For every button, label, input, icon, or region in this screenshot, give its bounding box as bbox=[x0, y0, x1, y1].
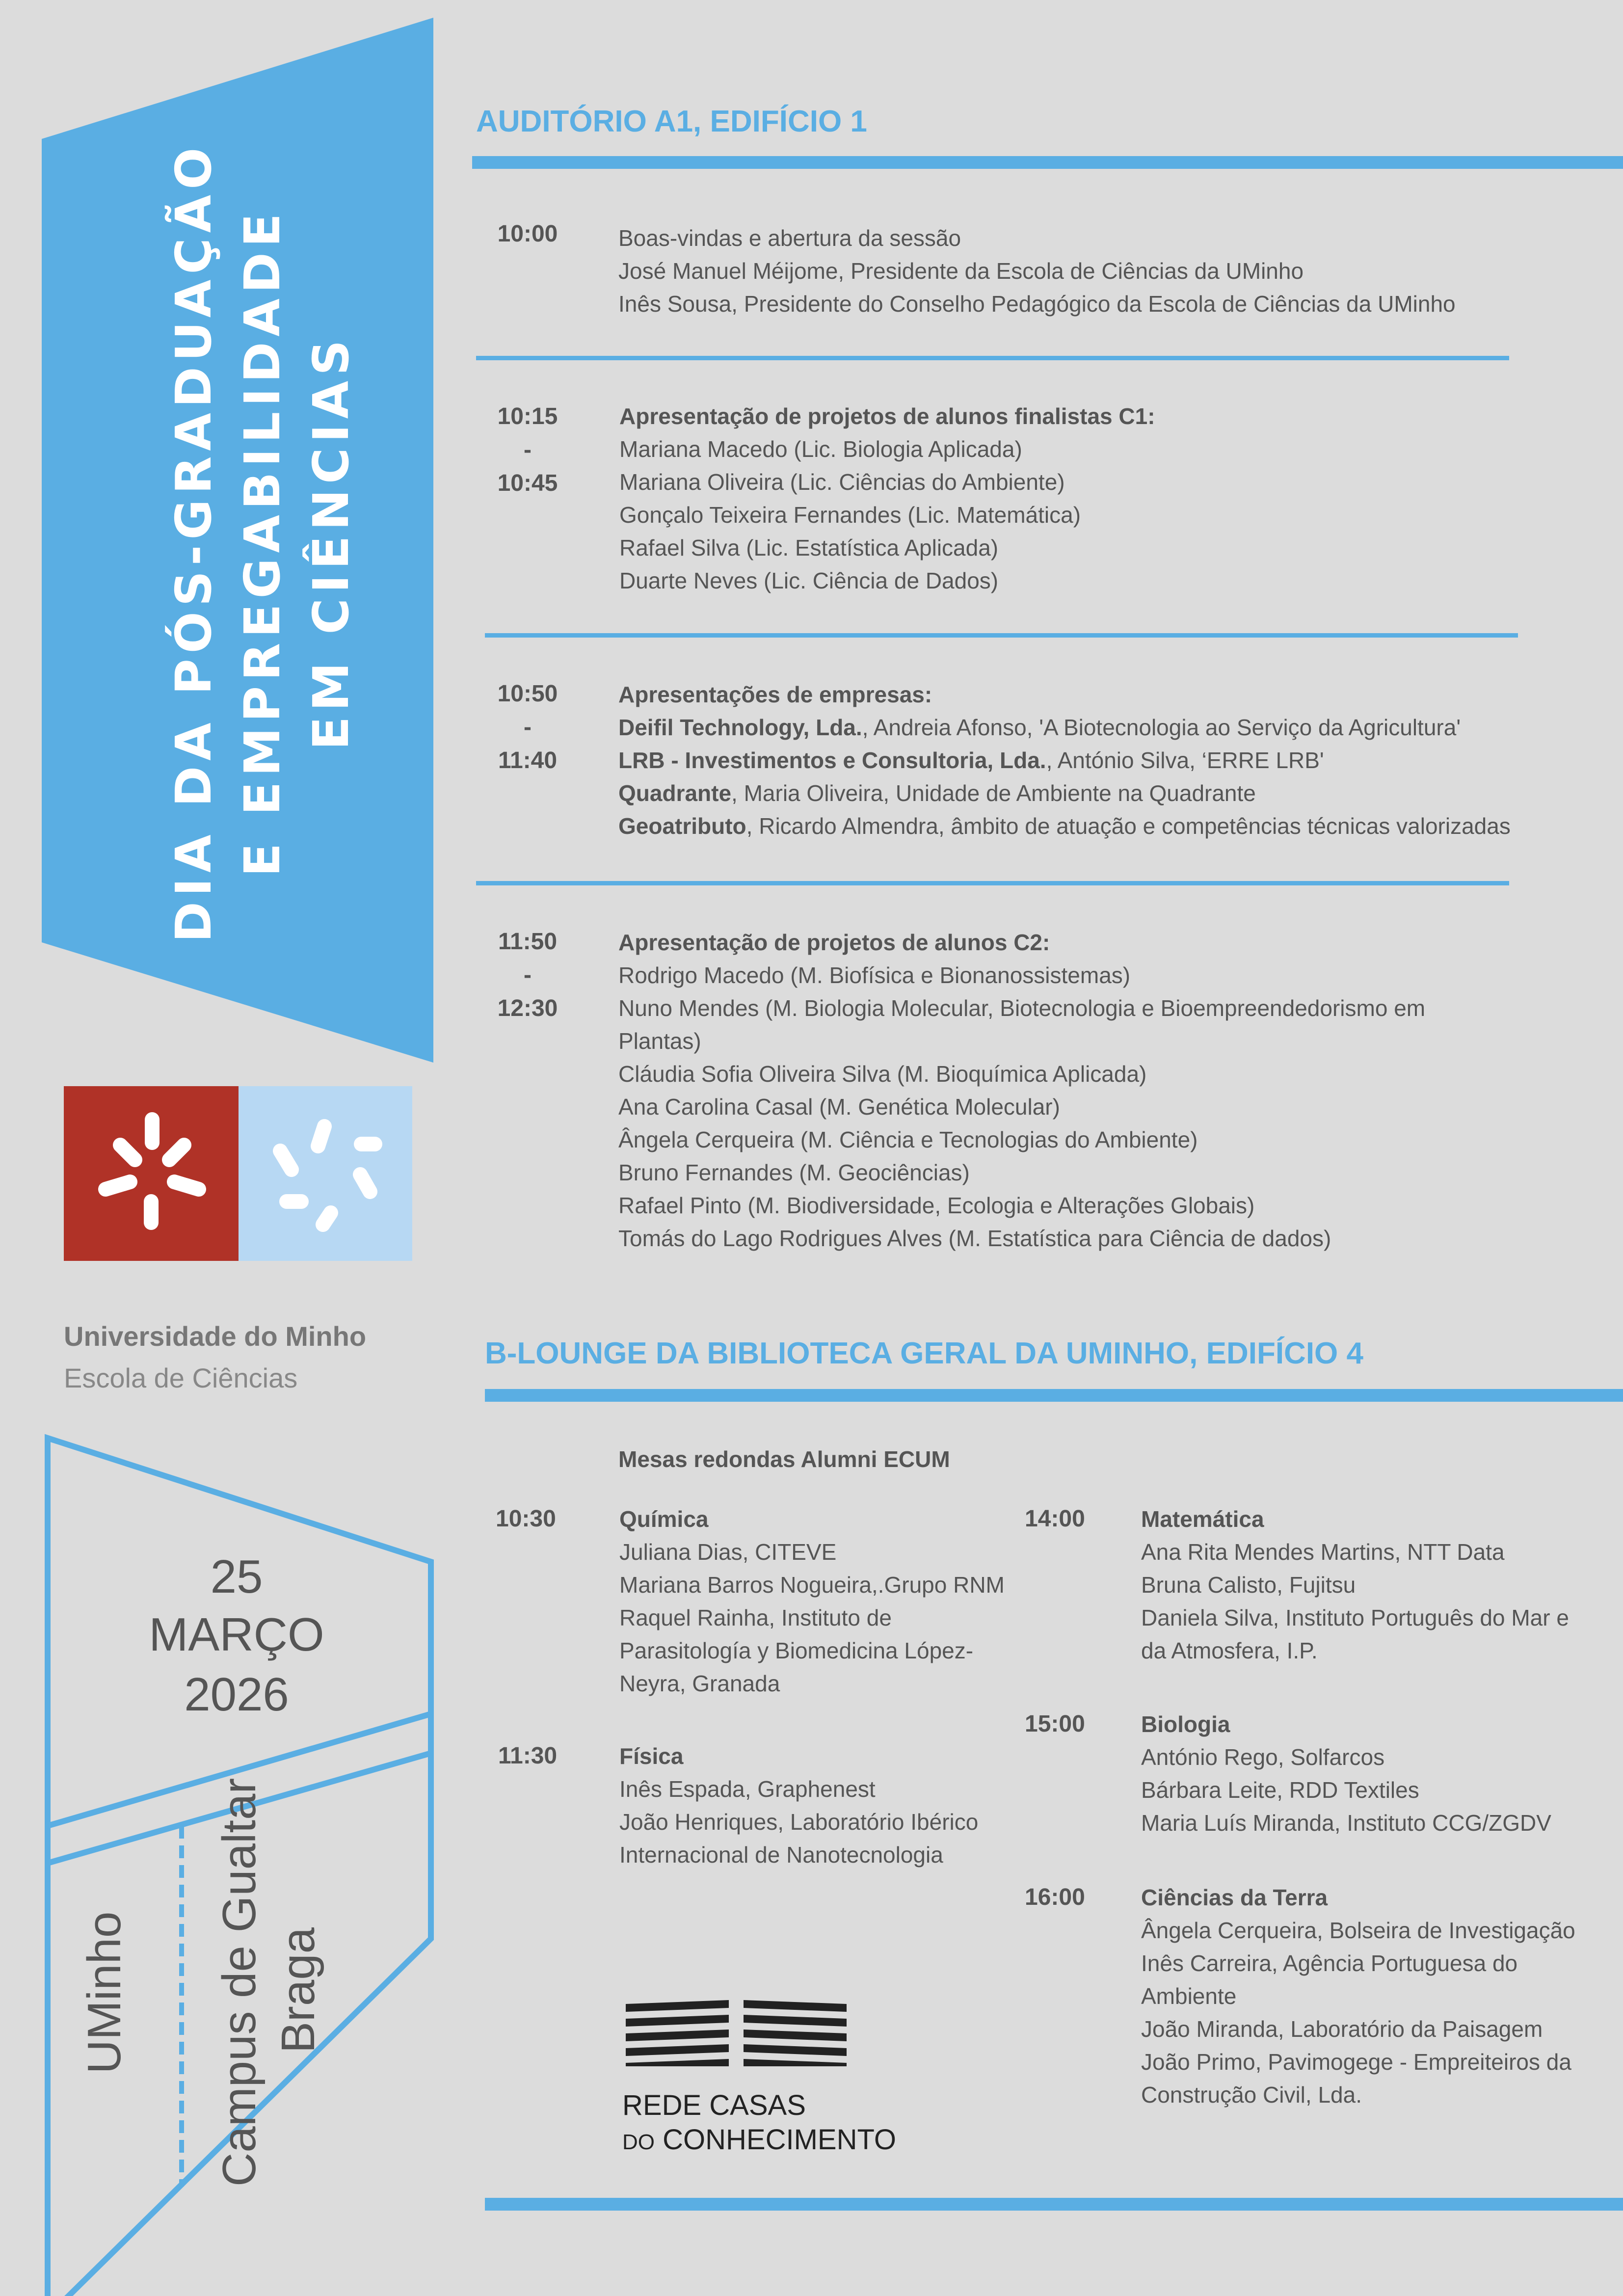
company-line bbox=[618, 777, 1511, 810]
session-1-time-start: 10:00 bbox=[497, 221, 558, 247]
session-1-line: Boas-vindas e abertura da sessão bbox=[618, 225, 961, 251]
rede-casas-do: DO bbox=[622, 2130, 655, 2154]
roundtable-line: Ana Rita Mendes Martins, NTT Data bbox=[1141, 1539, 1505, 1565]
bottom-bar bbox=[485, 2198, 1623, 2211]
roundtable-line: Daniela Silva, Instituto Português do Mar e bbox=[1141, 1605, 1569, 1630]
roundtable-time: 16:00 bbox=[1025, 1884, 1085, 1910]
roundtable-ciencias-terra bbox=[1141, 1881, 1578, 2111]
session-2-time-start: 10:15 bbox=[497, 403, 558, 429]
company-name: LRB - Investimentos e Consultoria, Lda. bbox=[618, 748, 1046, 773]
roundtable-line: Ambiente bbox=[1141, 1983, 1237, 2009]
university-name: Universidade do Minho bbox=[64, 1321, 367, 1352]
location-institution: UMinho bbox=[78, 1911, 131, 2074]
session-4-heading: Apresentação de projetos de alunos C2: bbox=[618, 930, 1050, 955]
roundtable-line: Raquel Rainha, Instituto de bbox=[619, 1605, 892, 1630]
session-2-line: Mariana Macedo (Lic. Biologia Aplicada) bbox=[619, 436, 1022, 462]
date-year: 2026 bbox=[184, 1668, 289, 1721]
section-bar-blounge bbox=[485, 1389, 1623, 1402]
location-campus: Campus de Gualtar bbox=[213, 1778, 266, 2187]
session-4-time-start: 11:50 bbox=[498, 929, 558, 955]
roundtable-heading: Física bbox=[619, 1743, 684, 1769]
company-line bbox=[618, 744, 1511, 777]
roundtable-line: Ângela Cerqueira, Bolseira de Investigação bbox=[1141, 1918, 1575, 1943]
session-2-line: Duarte Neves (Lic. Ciência de Dados) bbox=[619, 568, 999, 593]
roundtable-biologia bbox=[1141, 1708, 1578, 1840]
roundtable-line: Inês Espada, Graphenest bbox=[619, 1776, 876, 1802]
roundtable-heading: Matemática bbox=[1141, 1506, 1264, 1532]
session-4-time bbox=[486, 925, 569, 1025]
session-2-content bbox=[619, 400, 1155, 597]
session-3-heading: Apresentações de empresas: bbox=[618, 682, 932, 707]
company-detail: , Andreia Afonso, 'A Biotecnologia ao Serviço da Agricultura' bbox=[862, 715, 1461, 740]
roundtable-matematica bbox=[1141, 1503, 1578, 1667]
logo-blue-square bbox=[239, 1086, 412, 1261]
session-4-line: Bruno Fernandes (M. Geociências) bbox=[618, 1160, 970, 1185]
title-banner bbox=[0, 0, 442, 1080]
roundtable-line: Parasitología y Biomedicina López- bbox=[619, 1638, 974, 1663]
event-title bbox=[160, 125, 366, 960]
roundtable-line: Juliana Dias, CITEVE bbox=[619, 1539, 837, 1565]
roundtable-time: 10:30 bbox=[496, 1506, 556, 1532]
roundtable-line: Bruna Calisto, Fujitsu bbox=[1141, 1572, 1356, 1598]
logo-star-icon bbox=[64, 1086, 239, 1261]
session-4-line: Plantas) bbox=[618, 1028, 701, 1054]
session-3-time-sep: - bbox=[524, 714, 532, 740]
roundtable-quimica bbox=[619, 1503, 1056, 1700]
separator bbox=[476, 881, 1509, 885]
rede-casas-conhecimento: CONHECIMENTO bbox=[655, 2124, 896, 2156]
location-campus-city bbox=[210, 1778, 328, 2187]
roundtable-fisica bbox=[619, 1740, 1056, 1871]
school-name: Escola de Ciências bbox=[64, 1362, 298, 1393]
roundtable-heading: Ciências da Terra bbox=[1141, 1885, 1328, 1910]
uminho-logo bbox=[64, 1086, 412, 1261]
roundtable-line: Bárbara Leite, RDD Textiles bbox=[1141, 1777, 1419, 1803]
section-title-auditorio: AUDITÓRIO A1, EDIFÍCIO 1 bbox=[476, 105, 867, 138]
date-month: MARÇO bbox=[149, 1608, 324, 1661]
stripes-logo-icon bbox=[623, 2000, 849, 2066]
event-title-line-3: EM CIÊNCIAS bbox=[302, 334, 360, 750]
session-4-line: Cláudia Sofia Oliveira Silva (M. Bioquímica Aplicada) bbox=[618, 1061, 1147, 1087]
roundtable-line: Neyra, Granada bbox=[619, 1671, 780, 1696]
company-detail: , Ricardo Almendra, âmbito de atuação e competências técnicas valorizadas bbox=[746, 813, 1511, 839]
roundtable-line: Mariana Barros Nogueira,.Grupo RNM bbox=[619, 1572, 1005, 1598]
session-4-line: Rafael Pinto (M. Biodiversidade, Ecologia e Alterações Globais) bbox=[618, 1193, 1255, 1218]
location-city: Braga bbox=[272, 1927, 324, 2054]
logo-red-square bbox=[64, 1086, 239, 1261]
session-2-time-end: 10:45 bbox=[497, 470, 558, 496]
session-4-time-end: 12:30 bbox=[497, 995, 558, 1021]
roundtable-line: João Henriques, Laboratório Ibérico bbox=[619, 1809, 979, 1835]
roundtable-time: 14:00 bbox=[1025, 1506, 1085, 1532]
session-2-line: Mariana Oliveira (Lic. Ciências do Ambiente) bbox=[619, 469, 1065, 495]
roundtable-time: 11:30 bbox=[498, 1743, 558, 1769]
company-detail: , Maria Oliveira, Unidade de Ambiente na Quadrante bbox=[731, 780, 1256, 806]
session-4-content bbox=[618, 926, 1425, 1255]
rede-casas-name bbox=[622, 2088, 896, 2160]
session-1-line: Inês Sousa, Presidente do Conselho Pedagógico da Escola de Ciências da UMinho bbox=[618, 291, 1456, 317]
separator bbox=[476, 356, 1509, 360]
company-name: Geoatributo bbox=[618, 813, 746, 839]
session-3-time-start: 10:50 bbox=[497, 681, 558, 707]
session-4-line: Rodrigo Macedo (M. Biofísica e Bionanossistemas) bbox=[618, 962, 1131, 988]
roundtable-time: 15:00 bbox=[1025, 1711, 1085, 1737]
event-title-line-2: E EMPREGABILIDADE bbox=[234, 208, 291, 877]
rede-casas-line-1: REDE CASAS bbox=[622, 2089, 806, 2121]
separator bbox=[485, 633, 1518, 638]
section-bar-auditorio bbox=[472, 156, 1623, 169]
session-4-line: Ana Carolina Casal (M. Genética Molecular) bbox=[618, 1094, 1060, 1120]
session-2-time-sep: - bbox=[524, 437, 532, 463]
roundtable-line: João Miranda, Laboratório da Paisagem bbox=[1141, 2016, 1543, 2042]
date-day: 25 bbox=[210, 1550, 263, 1603]
roundtable-line: João Primo, Pavimogege - Empreiteiros da bbox=[1141, 2049, 1571, 2075]
session-1-time bbox=[486, 217, 569, 251]
session-4-line: Tomás do Lago Rodrigues Alves (M. Estatística para Ciência de dados) bbox=[618, 1226, 1331, 1251]
roundtables-subtitle: Mesas redondas Alumni ECUM bbox=[618, 1446, 950, 1472]
rede-casas-line-2 bbox=[622, 2123, 896, 2160]
session-2-line: Gonçalo Teixeira Fernandes (Lic. Matemática) bbox=[619, 502, 1081, 528]
session-3-content bbox=[618, 678, 1511, 843]
session-2-time bbox=[486, 400, 569, 500]
roundtable-line: Inês Carreira, Agência Portuguesa do bbox=[1141, 1950, 1518, 1976]
roundtable-line: da Atmosfera, I.P. bbox=[1141, 1638, 1318, 1663]
roundtable-line: Construção Civil, Lda. bbox=[1141, 2082, 1362, 2108]
event-title-line-1: DIA DA PÓS-GRADUAÇÃO bbox=[165, 142, 222, 943]
session-3-time bbox=[486, 677, 569, 777]
rede-casas-logo-mark bbox=[623, 2000, 849, 2066]
session-2-heading: Apresentação de projetos de alunos finalistas C1: bbox=[619, 403, 1155, 429]
section-title-blounge: B-LOUNGE DA BIBLIOTECA GERAL DA UMINHO, EDIFÍCIO 4 bbox=[485, 1336, 1363, 1370]
company-name: Deifil Technology, Lda. bbox=[618, 715, 862, 740]
session-4-line: Nuno Mendes (M. Biologia Molecular, Biotecnologia e Bioempreendedorismo em bbox=[618, 995, 1426, 1021]
roundtable-line: António Rego, Solfarcos bbox=[1141, 1744, 1385, 1770]
company-line bbox=[618, 810, 1511, 843]
session-3-time-end: 11:40 bbox=[498, 748, 558, 774]
company-line bbox=[618, 711, 1511, 744]
roundtable-heading: Biologia bbox=[1141, 1711, 1230, 1737]
session-4-line: Ângela Cerqueira (M. Ciência e Tecnologias do Ambiente) bbox=[618, 1127, 1198, 1152]
session-1-line: José Manuel Méijome, Presidente da Escola de Ciências da UMinho bbox=[618, 258, 1304, 284]
session-1-content bbox=[618, 222, 1456, 320]
roundtable-line: Internacional de Nanotecnologia bbox=[619, 1842, 943, 1868]
session-2-line: Rafael Silva (Lic. Estatística Aplicada) bbox=[619, 535, 999, 561]
session-4-time-sep: - bbox=[524, 962, 532, 988]
logo-dispersed-icon bbox=[239, 1086, 412, 1261]
company-detail: , António Silva, ‘ERRE LRB' bbox=[1046, 748, 1324, 773]
roundtable-line: Maria Luís Miranda, Instituto CCG/ZGDV bbox=[1141, 1810, 1551, 1836]
company-name: Quadrante bbox=[618, 780, 732, 806]
roundtable-heading: Química bbox=[619, 1506, 709, 1532]
